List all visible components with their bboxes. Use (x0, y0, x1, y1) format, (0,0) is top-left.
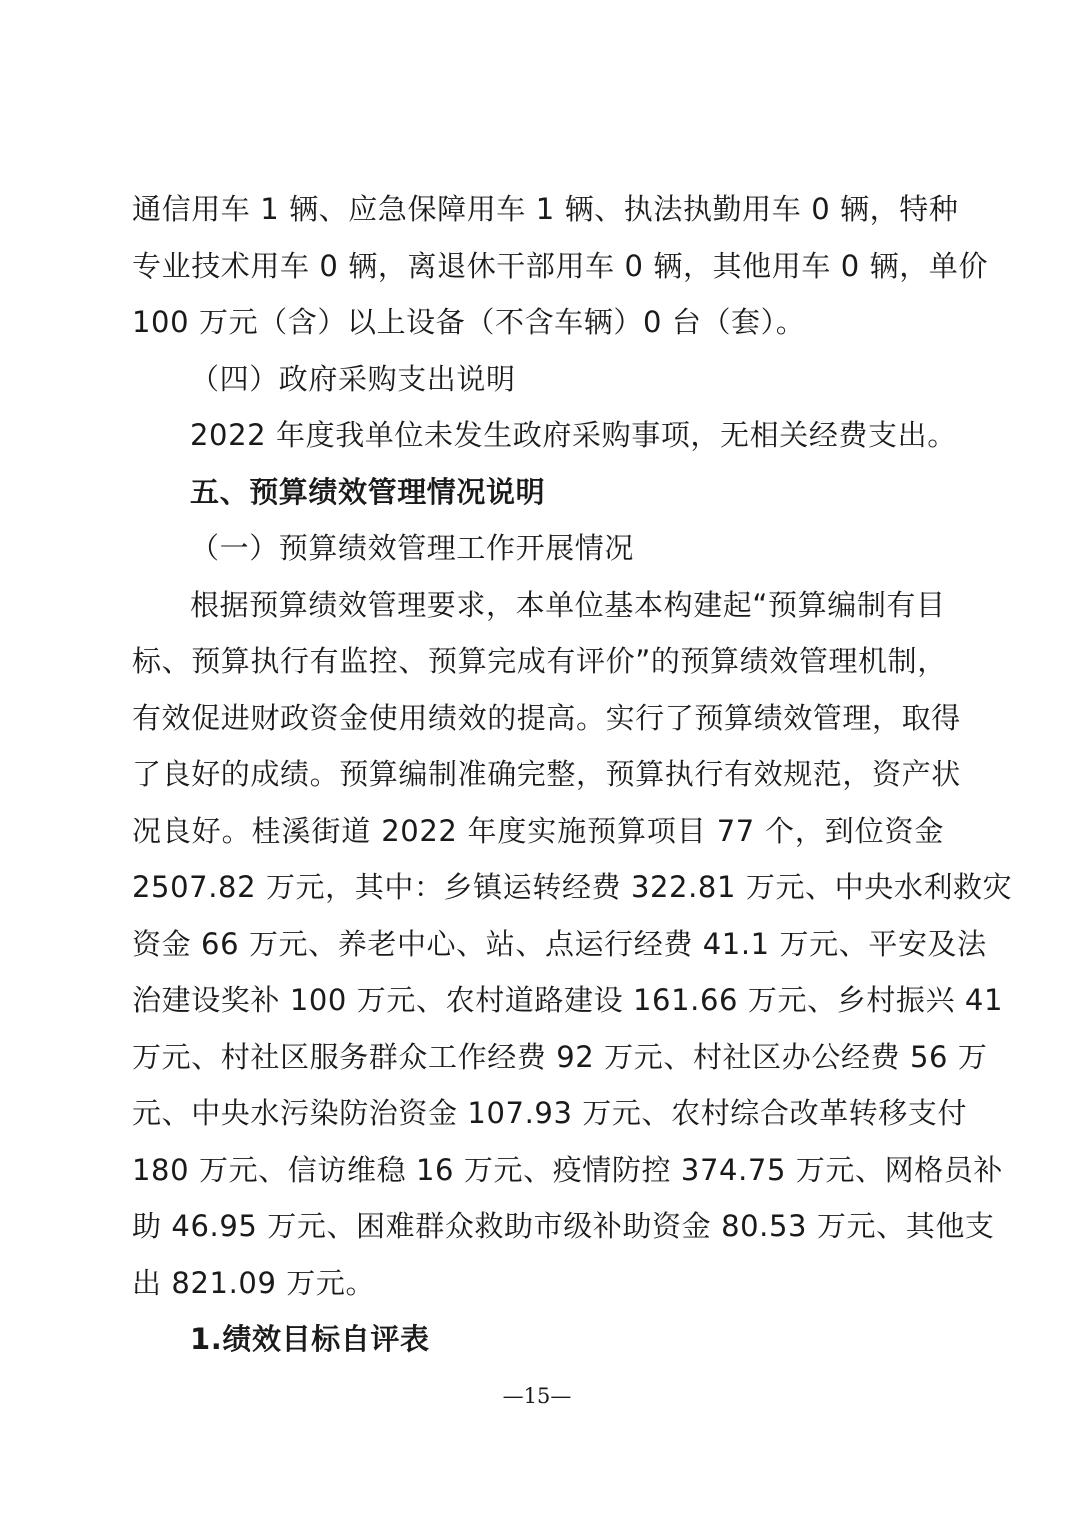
paragraph-performance-line-6: 2507.82 万元，其中：乡镇运转经费 322.81 万元、中央水利救灾 (132, 870, 1013, 904)
heading-procurement: （四）政府采购支出说明 (190, 361, 516, 396)
paragraph-performance-line-11: 180 万元、信访维稳 16 万元、疫情防控 374.75 万元、网格员补 (132, 1152, 1004, 1187)
paragraph-performance-line-13: 出 821.09 万元。 (132, 1265, 376, 1300)
paragraph-performance-line-5: 况良好。桂溪街道 2022 年度实施预算项目 77 个，到位资金 (132, 813, 944, 848)
paragraph-procurement: 2022 年度我单位未发生政府采购事项，无相关经费支出。 (190, 418, 957, 452)
page-number: —15— (502, 1384, 572, 1408)
paragraph-performance-line-10: 元、中央水污染防治资金 107.93 万元、农村综合改革转移支付 (132, 1096, 968, 1130)
paragraph-vehicles-line-3: 100 万元（含）以上设备（不含车辆）0 台（套）。 (132, 305, 806, 339)
paragraph-performance-line-9: 万元、村社区服务群众工作经费 92 万元、村社区办公经费 56 万 (132, 1039, 988, 1074)
body-text (132, 181, 1013, 1368)
paragraph-performance-line-12: 助 46.95 万元、困难群众救助市级补助资金 80.53 万元、其他支 (132, 1209, 995, 1243)
heading-section-5-1: （一）预算绩效管理工作开展情况 (190, 531, 635, 565)
paragraph-vehicles-line-2: 专业技术用车 0 辆，离退休干部用车 0 辆，其他用车 0 辆，单价 (132, 248, 989, 283)
paragraph-performance-line-7: 资金 66 万元、养老中心、站、点运行经费 41.1 万元、平安及法 (132, 926, 987, 961)
paragraph-performance-line-2: 标、预算执行有监控、预算完成有评价”的预算绩效管理机制， (132, 644, 947, 678)
paragraph-performance-line-4: 了良好的成绩。预算编制准确完整，预算执行有效规范，资产状 (132, 757, 961, 791)
paragraph-vehicles-line-1: 通信用车 1 辆、应急保障用车 1 辆、执法执勤用车 0 辆，特种 (132, 192, 959, 226)
paragraph-performance-line-8: 治建设奖补 100 万元、农村道路建设 161.66 万元、乡村振兴 41 (132, 983, 1004, 1017)
paragraph-performance-line-1: 根据预算绩效管理要求，本单位基本构建起“预算编制有目 (190, 587, 946, 622)
heading-section-5: 五、预算绩效管理情况说明 (190, 474, 546, 509)
paragraph-performance-line-3: 有效促进财政资金使用绩效的提高。实行了预算绩效管理，取得 (132, 700, 961, 735)
heading-self-evaluation-table: 1.绩效目标自评表 (190, 1322, 430, 1356)
